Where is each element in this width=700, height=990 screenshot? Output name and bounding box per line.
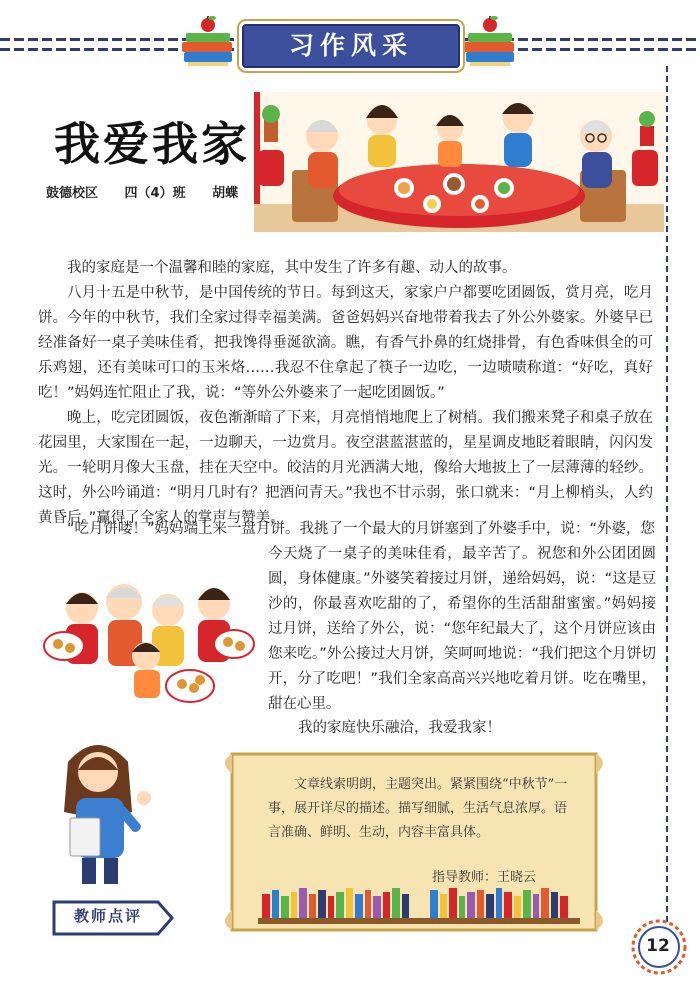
paragraph-4-wrap: 今天烧了一桌子的美味佳肴，最辛苦了。祝您和外公团团圆圆，身体健康。”外婆笑着接过月饼，递给妈妈，说：“这是豆沙的，你最喜欢吃甜的了，希望你的生活甜甜蜜蜜。”妈妈接过月饼，送给了外公，说：“您年纪最大了，这个月饼应该由您来吃。”外公接过大月饼，笑呵呵地说：“我们把这个月饼切开，分了吃吧！”我们全家高高兴兴地吃着月饼。吃在嘴里，甜在心里。	[268, 546, 656, 712]
paragraph-3: 晚上，吃完团圆饭，夜色渐渐暗了下来，月亮悄悄地爬上了树梢。我们搬来凳子和桌子放在花园里，大家围在一起，一边聊天，一边赏月。夜空湛蓝湛蓝的，星星调皮地眨着眼睛，闪闪发光。一轮明月像大玉盘，挂在天空中。皎洁的月光洒满大地，像给大地披上了一层薄薄的轻纱。这时，外公吟诵道：“明月几时有？把酒问青天。”我也不甘示弱，张口就来：“月上柳梢头，人约黄昏后。”赢得了全家人的掌声与赞美。	[38, 410, 653, 526]
books-icon	[460, 14, 520, 70]
page-border-right	[666, 66, 668, 922]
section-banner	[242, 24, 460, 68]
teacher-comment-label: 教师点评	[73, 907, 142, 925]
paragraph-4-start: “吃月饼喽！”妈妈端上来一盘月饼。我挑了一个最大的月饼塞到了外婆手中，说：“外婆，您	[67, 521, 656, 537]
family-mooncake-illustration	[42, 558, 256, 708]
paragraph-1: 我的家庭是一个温馨和睦的家庭，其中发生了许多有趣、动人的故事。	[67, 260, 517, 276]
author: 胡蝶	[212, 186, 239, 201]
campus: 鼓德校区	[46, 186, 99, 201]
teacher-signature: 指导教师：王晓云	[432, 870, 537, 885]
class-name: 四（4）班	[124, 186, 186, 201]
article-title: 我爱我家	[54, 117, 250, 171]
teacher-comment-text: 文章线索明朗，主题突出。紧紧围绕“中秋节”一事，展开详尽的描述。描写细腻，生活气息浓厚。语言准确、鲜明、生动，内容丰富具体。	[268, 777, 568, 840]
paragraph-5: 我的家庭快乐融洽，我爱我家！	[298, 720, 501, 736]
paragraph-2: 八月十五是中秋节，是中国传统的节日。每到这天，家家户户都要吃团圆饭，赏月亮，吃月饼。今年的中秋节，我们全家过得幸福美满。爸爸妈妈兴奋地带着我去了外公外婆家。外婆早已经准备好一桌子美味佳肴，把我馋得垂涎欲滴。瞧，有香气扑鼻的红烧排骨，有色香味俱全的可乐鸡翅，还有美味可口的玉米烙……我忍不住拿起了筷子一边吃，一边啧啧称道：“好吃，真好吃！”妈妈连忙阻止了我，说：“等外公外婆来了一起吃团圆饭。”	[38, 285, 653, 401]
family-dinner-illustration	[254, 92, 664, 232]
teacher-illustration	[40, 738, 190, 888]
books-icon	[178, 14, 238, 70]
section-title: 习作风采	[288, 31, 413, 60]
page-number: 12	[646, 936, 670, 956]
byline	[46, 182, 260, 201]
